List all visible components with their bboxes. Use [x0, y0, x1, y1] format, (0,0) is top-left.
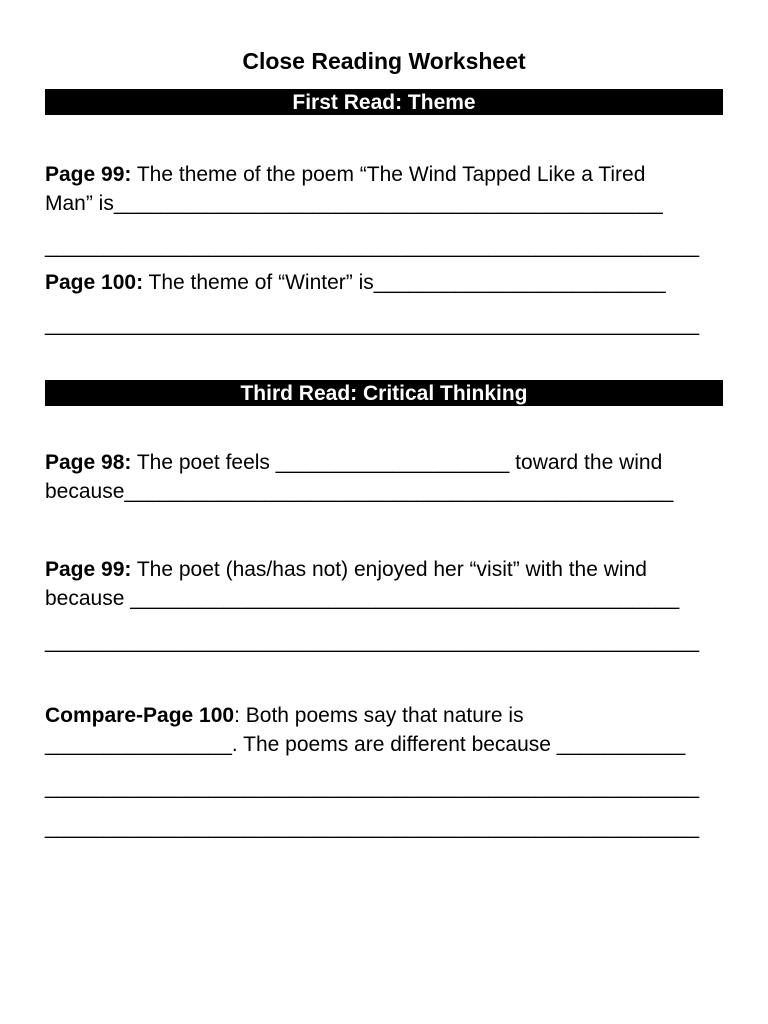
question-label: Compare-Page 100: [45, 704, 235, 727]
answer-line[interactable]: ________________________________________________________: [45, 630, 700, 653]
answer-line[interactable]: because_______________________________________________: [45, 480, 674, 503]
question-label: Page 98:: [45, 451, 132, 474]
question-page-99-theme: [45, 160, 745, 189]
question-text: The poet feels ____________________ toward the wind: [131, 451, 663, 474]
answer-line[interactable]: ________________________________________________________: [45, 816, 700, 839]
question-label: Page 99:: [45, 163, 132, 186]
question-text: The theme of “Winter” is_________________________: [143, 271, 666, 294]
question-label: Page 99:: [45, 558, 132, 581]
question-compare-page-100: [45, 701, 745, 730]
answer-line[interactable]: ________________________________________________________: [45, 776, 700, 799]
answer-line[interactable]: ________________________________________________________: [45, 235, 700, 258]
section-header-third-read: Third Read: Critical Thinking: [45, 380, 723, 406]
question-page-99-visit: [45, 555, 745, 584]
answer-line[interactable]: ________________________________________________________: [45, 313, 700, 336]
question-text: The theme of the poem “The Wind Tapped Like a Tired: [131, 163, 646, 186]
question-text: : Both poems say that nature is: [234, 704, 524, 727]
question-label: Page 100:: [45, 271, 144, 294]
section-header-first-read: First Read: Theme: [45, 89, 723, 115]
answer-line[interactable]: because _______________________________________________: [45, 587, 680, 610]
question-text: The poet (has/has not) enjoyed her “visit” with the wind: [131, 558, 647, 581]
question-page-98: [45, 448, 745, 477]
question-page-100-theme: [45, 268, 745, 297]
worksheet-title: Close Reading Worksheet: [242, 48, 526, 74]
answer-line[interactable]: ________________. The poems are different because ___________: [45, 733, 686, 756]
answer-line[interactable]: Man” is_______________________________________________: [45, 192, 663, 215]
